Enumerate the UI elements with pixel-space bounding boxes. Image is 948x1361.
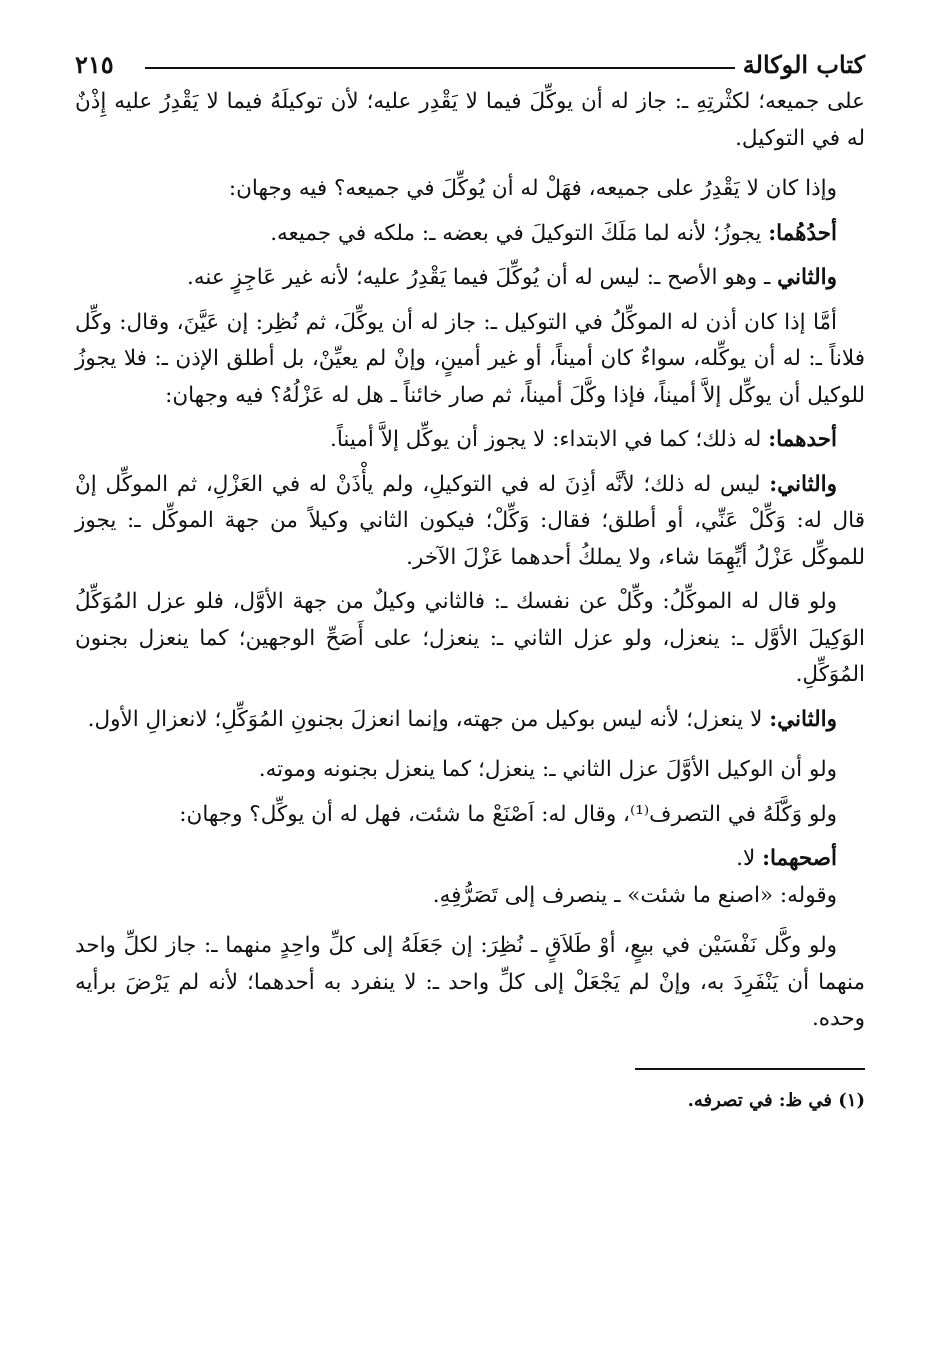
document-page (75, 48, 865, 1114)
paragraph-3: أحدُهُما: يجوزُ؛ لأنه لما مَلَكَ التوكيلَ في بعضه ـ: ملكه في جميعه. (270, 220, 837, 246)
chapter-title: كتاب الوكالة (742, 50, 865, 79)
document-body (75, 84, 865, 1038)
page-number: ٢١٥ (75, 50, 114, 79)
footnote-rule (635, 1068, 865, 1070)
paragraph-6: أحدهما: له ذلك؛ كما في الابتداء: لا يجوز أن يوكِّل إلاَّ أميناً. (330, 427, 837, 452)
paragraph-5: أمَّا إذا كان أذن له الموكِّلُ في التوكيل ـ: جاز له أن يوكِّلَ، ثم نُظِر: إن عَيَّنَ، وقال: وكِّل فلاناً ـ: له أن يوكِّله، سواءٌ كان أميناً، أو غير أمينٍ، وإنْ لم يعيِّنْ، بل أطلق الإذن ـ: فلا يجوزُ للوكيل أن يوكِّل إلاَّ أميناً، فإذا وكَّلَ أميناً، ثم صار خائناً ـ هل له عَزْلُهُ؟ فيه وجهان: (75, 309, 865, 408)
paragraph-13: وقوله: «اصنع ما شئت» ـ ينصرف إلى تَصَرُّفِهِ. (432, 882, 837, 908)
header-rule (145, 67, 735, 69)
paragraph-12: أصحهما: لا. (736, 846, 837, 871)
paragraph-9: والثاني: لا ينعزل؛ لأنه ليس بوكيل من جهته، وإنما انعزلَ بجنونِ المُوَكِّلِ؛ لانعزالِ الأول. (87, 706, 837, 732)
paragraph-14: ولو وكَّل نَفْسَيْن في بيعٍ، أوْ طَلاَقٍ ـ نُظِرَ: إن جَعَلَهُ إلى كلِّ واحِدٍ منهما ـ: جاز لكلِّ واحد منهما أن يَنْفَرِدَ به، وإنْ لم يَجْعَلْ إلى كلِّ واحد ـ: لا ينفرد به أحدهما؛ لأنه لم يَرْضَ برأيه وحده. (75, 933, 865, 1031)
page-header (75, 48, 865, 84)
paragraph-7: والثاني: ليس له ذلك؛ لأنَّه أذِنَ له في التوكيلِ، ولم يأْذَنْ له في العَزْلِ، ثم الموكِّل إنْ قال له: وَكِّلْ عَنِّي، أو أطلق؛ فقال: وَكِّلْ؛ فيكون الثاني وكيلاً من جهة الموكِّل ـ: يجوز للموكِّل عَزْلُ أيِّهِمَا شاء، ولا يملكُ أحدهما عَزْلَ الآخر. (75, 471, 865, 570)
footnote: (١) في ظ: في تصرفه. (687, 1089, 865, 1111)
paragraph-10: ولو أن الوكيل الأوَّلَ عزل الثاني ـ: ينعزل؛ كما ينعزل بجنونه وموته. (258, 757, 837, 782)
paragraph-4: والثاني ـ وهو الأصح ـ: ليس له أن يُوكِّلَ فيما يَقْدِرُ عليه؛ لأنه غير عَاجِزٍ عنه. (187, 265, 837, 290)
paragraph-8: ولو قال له الموكِّلُ: وكِّلْ عن نفسك ـ: فالثاني وكيلٌ من جهة الأوَّل، فلو عزل المُوَكِّلُ الوَكِيلَ الأوَّل ـ: ينعزل، ولو عزل الثاني ـ: ينعزل؛ على أَصَحِّ الوجهين؛ كما ينعزل بجنون المُوَكِّلِ. (75, 589, 865, 687)
paragraph-11: ولو وَكَّلَهُ في التصرف⁽¹⁾، وقال له: اَصْنَعْ ما شئت، فهل له أن يوكِّل؟ وجهان: (179, 801, 837, 827)
paragraph-2: وإذا كان لا يَقْدِرُ على جميعه، فهَلْ له أن يُوكِّلَ في جميعه؟ فيه وجهان: (228, 176, 837, 201)
paragraph-1: على جميعه؛ لكثْرتِهِ ـ: جاز له أن يوكِّلَ فيما لا يَقْدِر عليه؛ لأن توكيلَهُ فيما لا يَقْدِرُ عليه إِذْنٌ له في التوكيل. (75, 89, 865, 151)
